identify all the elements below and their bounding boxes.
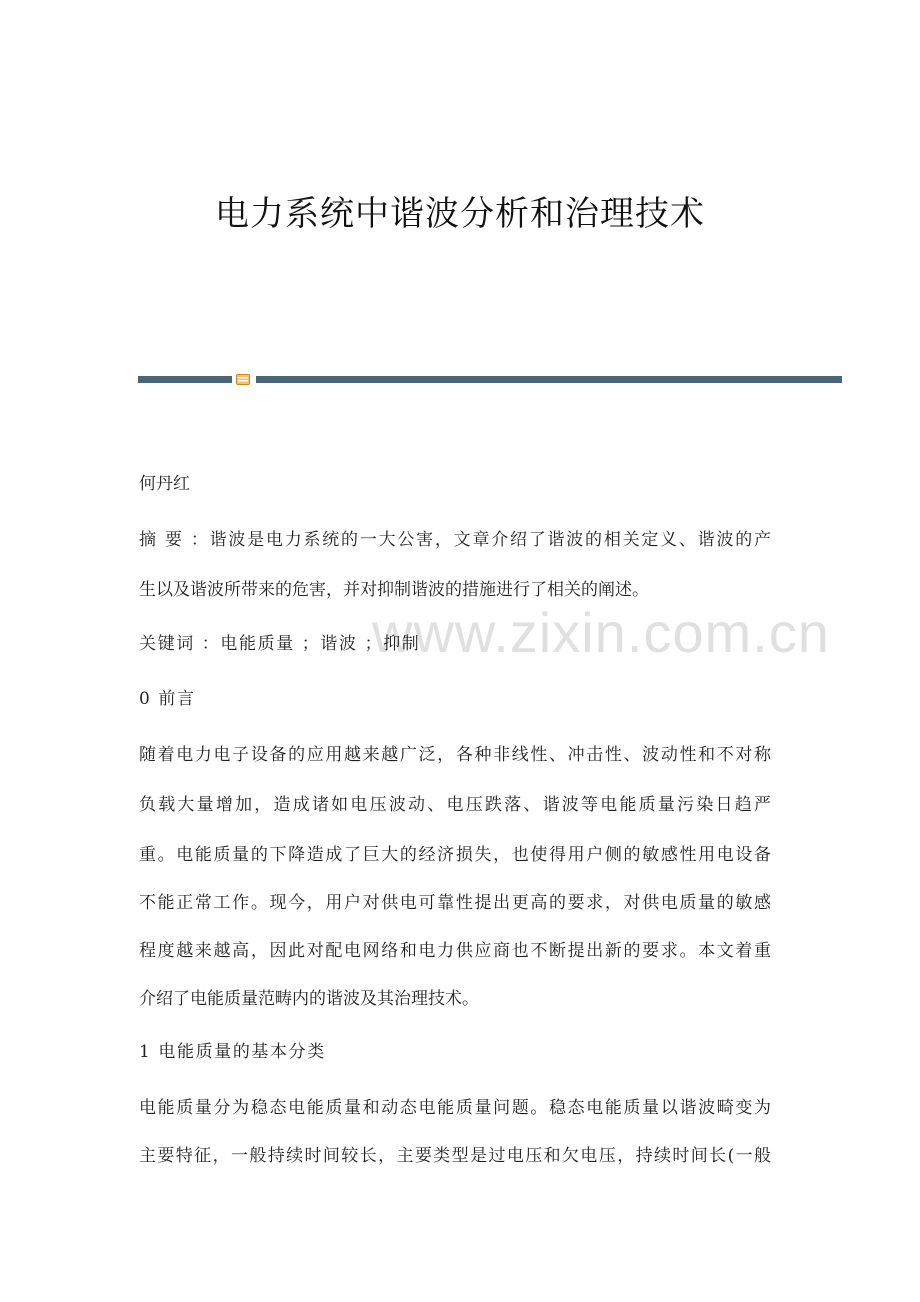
document-ornament-icon [236, 374, 250, 385]
section-heading: 0 前言 [139, 689, 196, 709]
paragraph-line: 主要特征，一般持续时间较长，主要类型是过电压和欠电压，持续时间长(一般 [139, 1146, 771, 1166]
abstract-line: 生以及谐波所带来的危害，并对抑制谐波的措施进行了相关的阐述。 [139, 580, 649, 600]
paragraph-line: 负载大量增加，造成诸如电压波动、电压跌落、谐波等电能质量污染日趋严 [139, 795, 771, 815]
divider-bar-right [256, 376, 842, 383]
section-heading: 1 电能质量的基本分类 [139, 1042, 326, 1062]
watermark: www.zixin.com.cn [372, 601, 830, 664]
paragraph-line: 电能质量分为稳态电能质量和动态电能质量问题。稳态电能质量以谐波畸变为 [139, 1098, 771, 1118]
keywords-line: 关键词 ：电能质量 ；谐波 ；抑制 [139, 634, 421, 654]
paragraph-line: 介绍了电能质量范畴内的谐波及其治理技术。 [139, 989, 479, 1009]
divider-bar-left [138, 376, 232, 383]
author-name: 何丹红 [139, 474, 190, 494]
paragraph-line: 程度越来越高，因此对配电网络和电力供应商也不断提出新的要求。本文着重 [139, 941, 771, 961]
paragraph-line: 重。电能质量的下降造成了巨大的经济损失，也使得用户侧的敏感性用电设备 [139, 845, 771, 865]
document-title: 电力系统中谐波分析和治理技术 [215, 194, 705, 234]
abstract-line: 摘 要 ：谐波是电力系统的一大公害，文章介绍了谐波的相关定义、谐波的产 [139, 530, 771, 550]
paragraph-line: 随着电力电子设备的应用越来越广泛，各种非线性、冲击性、波动性和不对称 [139, 745, 771, 765]
title-divider [138, 374, 842, 386]
paragraph-line: 不能正常工作。现今，用户对供电可靠性提出更高的要求，对供电质量的敏感 [139, 893, 771, 913]
